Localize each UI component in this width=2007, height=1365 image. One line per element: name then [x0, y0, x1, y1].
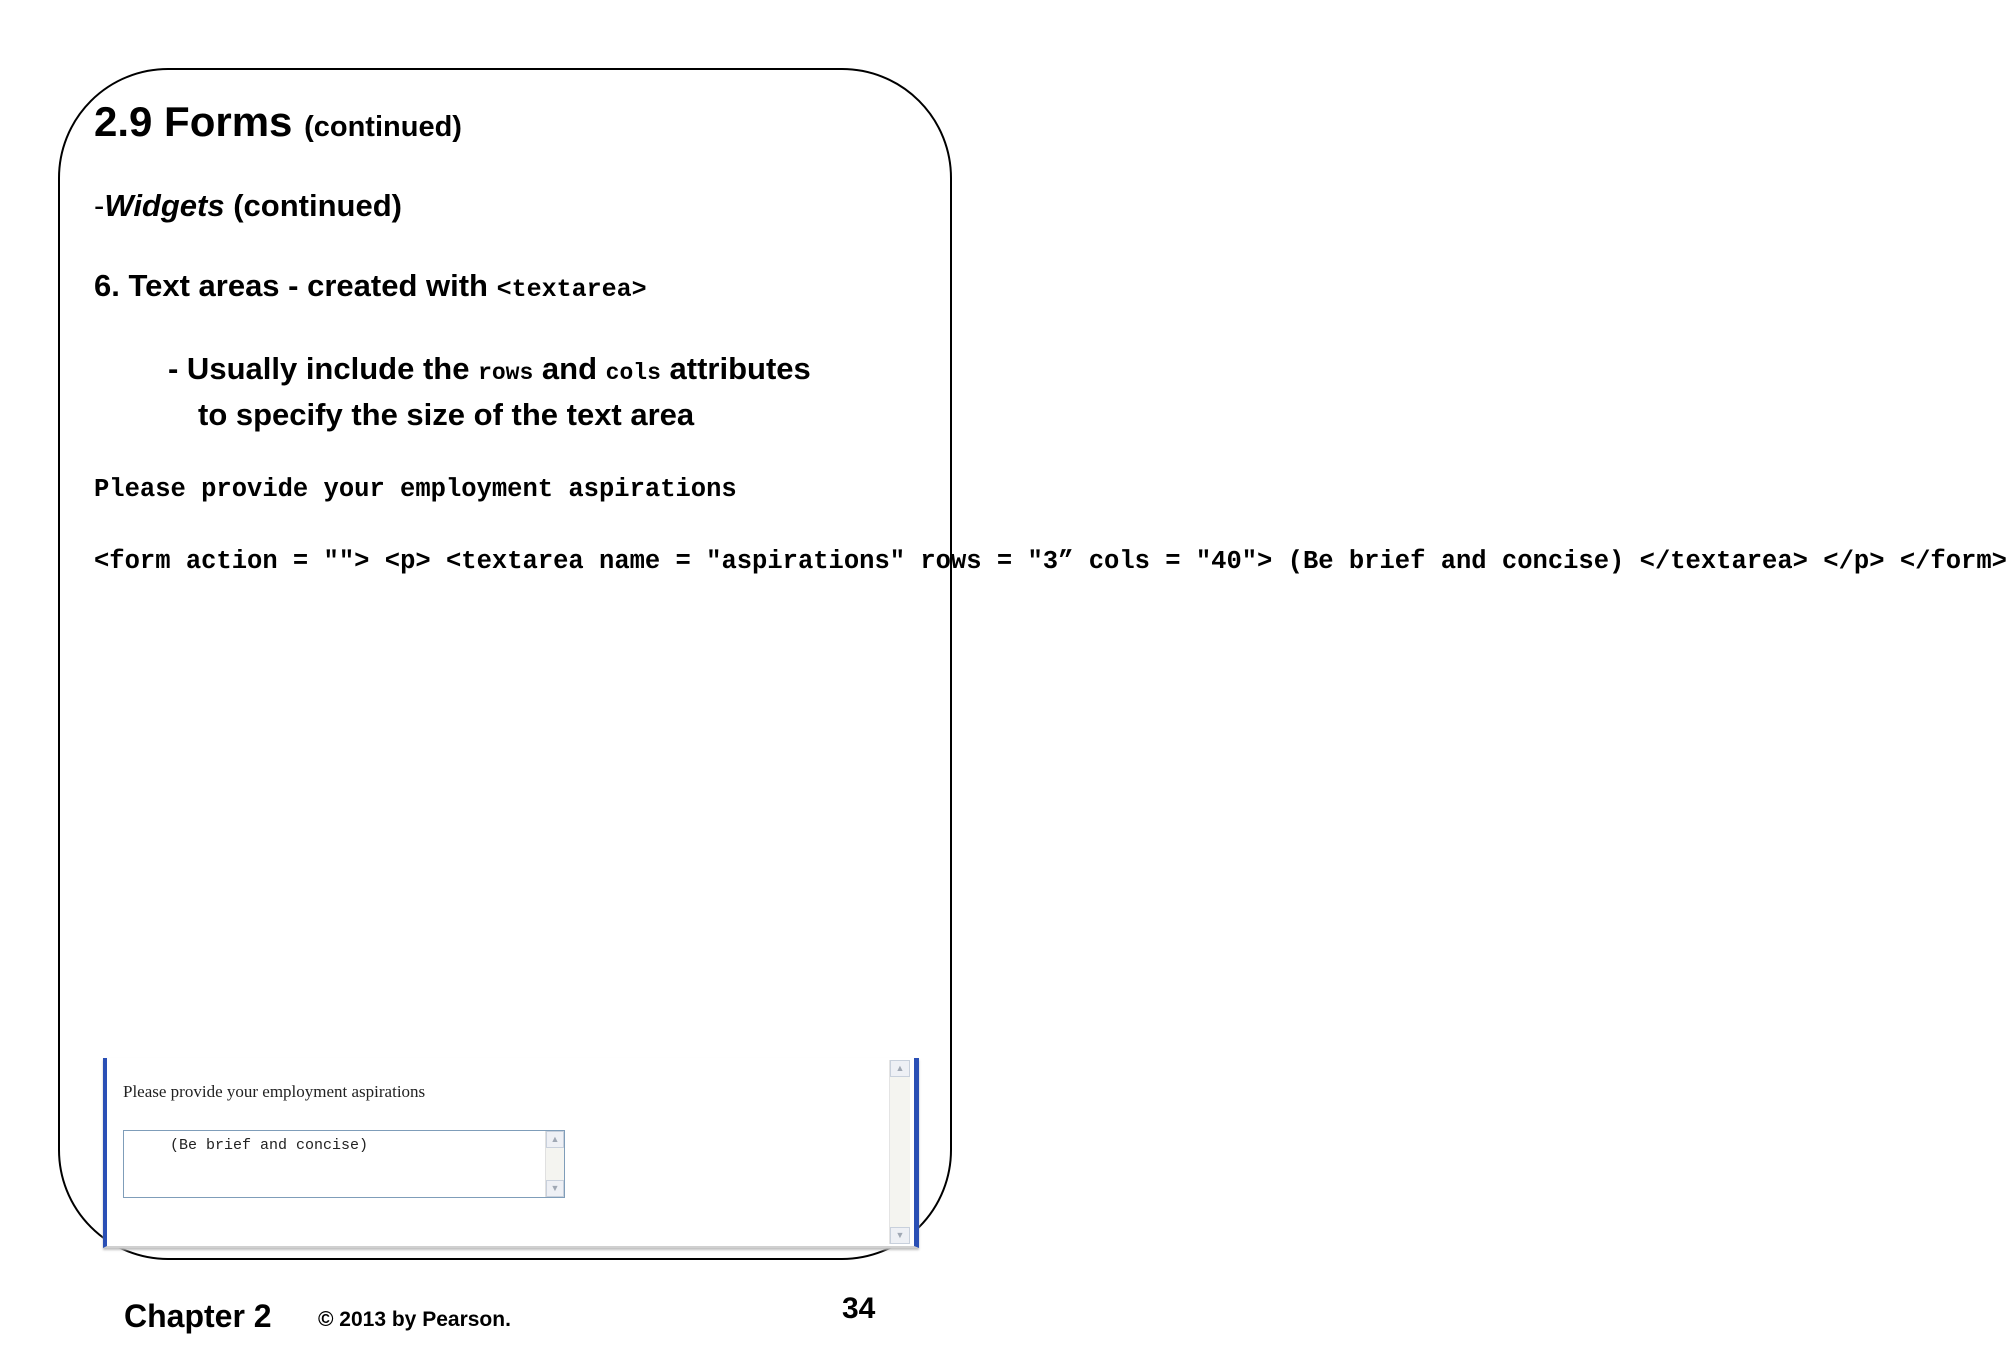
bullet-part-3: attributes: [669, 351, 811, 386]
point-text-areas: [94, 266, 647, 310]
bullet-line-1: [168, 348, 811, 394]
code-block: [94, 544, 2007, 580]
code-line: </form>: [1899, 547, 2007, 576]
page-number: 34: [842, 1292, 876, 1325]
bullet-part-2: and: [541, 351, 598, 386]
bullet-part-1: - Usually include the: [168, 351, 470, 386]
page-scrollbar[interactable]: [889, 1060, 910, 1244]
bullet-code-cols: cols: [605, 360, 661, 386]
code-intro: Please provide your employment aspirations: [94, 475, 737, 504]
code-line: (Be brief and concise): [1287, 547, 1625, 576]
scroll-down-icon[interactable]: ▼: [546, 1180, 564, 1197]
subheading-topic: Widgets: [104, 188, 225, 223]
slide-title: [94, 96, 462, 153]
code-line: <form action = "">: [94, 547, 370, 576]
bullet-code-rows: rows: [478, 360, 534, 386]
footer-chapter: Chapter 2: [124, 1298, 272, 1334]
aspirations-textarea[interactable]: [123, 1130, 565, 1198]
title-main: 2.9 Forms: [94, 98, 293, 145]
code-line: </textarea>: [1639, 547, 1808, 576]
code-line: </p>: [1823, 547, 1885, 576]
point-text: 6. Text areas - created with: [94, 268, 488, 303]
page-scroll-down-icon[interactable]: ▼: [890, 1227, 910, 1244]
subheading-suffix: (continued): [233, 188, 402, 223]
code-line: cols = "40">: [1088, 547, 1273, 576]
textarea-scrollbar[interactable]: [545, 1131, 564, 1197]
footer-copyright: © 2013 by Pearson.: [318, 1308, 511, 1331]
point-code: <textarea>: [496, 275, 647, 304]
screenshot-label: Please provide your employment aspirations: [123, 1082, 426, 1101]
bullet-line-2: to specify the size of the text area: [198, 397, 695, 432]
scroll-up-icon[interactable]: ▲: [546, 1131, 564, 1148]
bullet-rows-cols: [168, 348, 811, 436]
browser-render-screenshot: [103, 1058, 919, 1248]
code-line: <p>: [384, 547, 431, 576]
subheading: [94, 186, 402, 226]
subheading-dash: -: [94, 188, 105, 223]
page-scroll-up-icon[interactable]: ▲: [890, 1060, 910, 1077]
code-line: <textarea name = "aspirations" rows = "3”: [446, 547, 1074, 576]
title-suffix: (continued): [304, 111, 462, 143]
textarea-value: (Be brief and concise): [170, 1137, 369, 1154]
